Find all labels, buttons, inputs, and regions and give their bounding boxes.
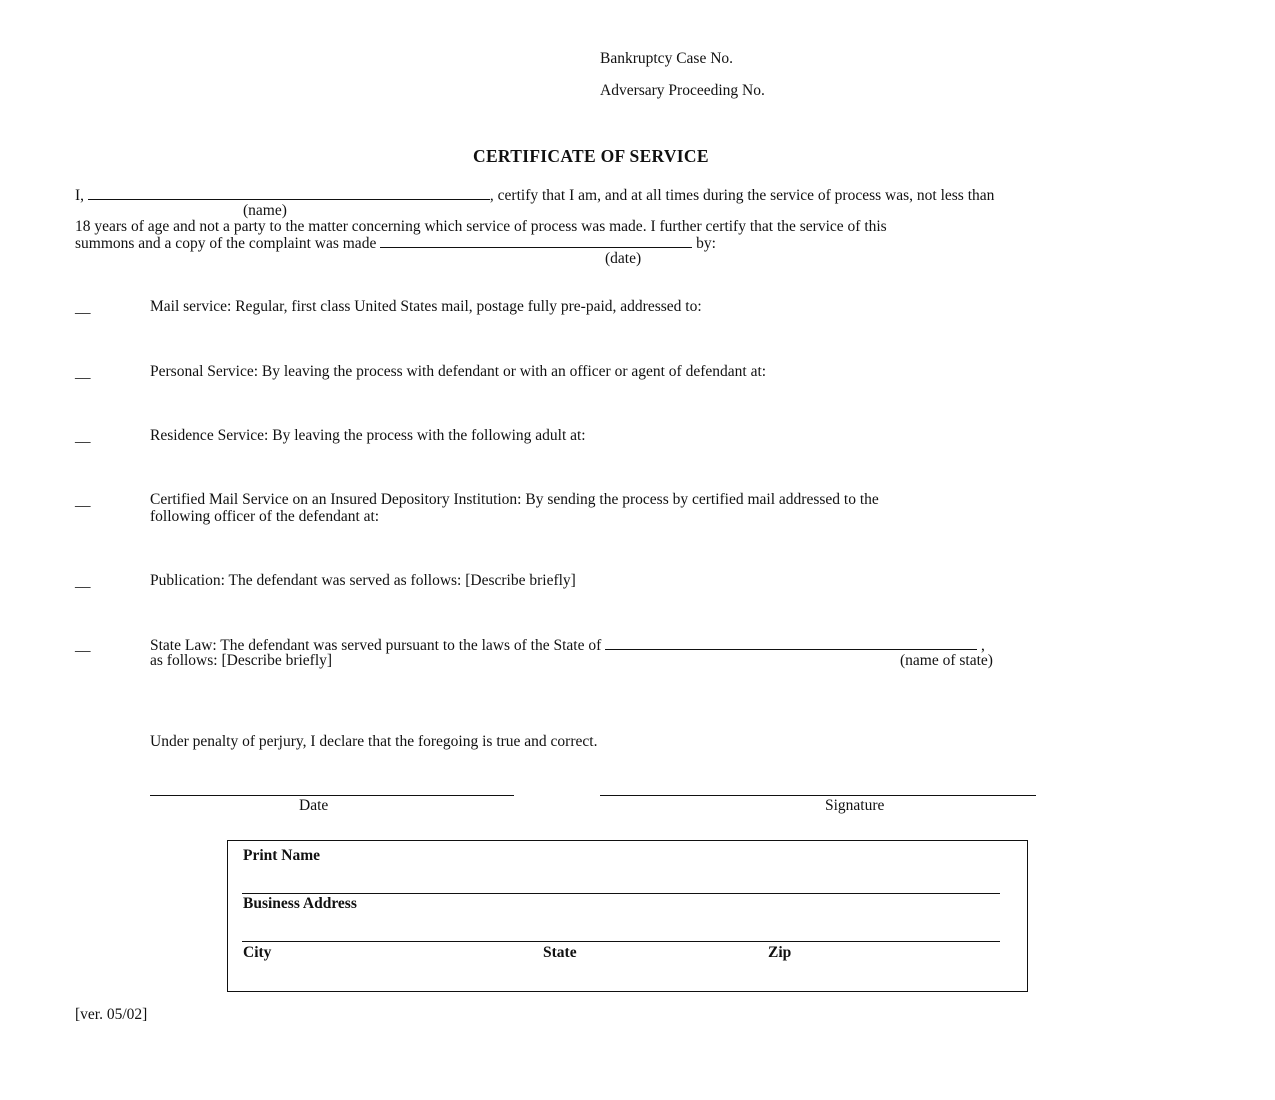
publication-text: Publication: The defendant was served as follows: [Describe briefly] [150,572,576,589]
print-name-label: Print Name [243,847,321,864]
state-law-comma: , [980,637,985,654]
name-caption: (name) [243,202,287,219]
state-law-checkbox[interactable]: __ [75,637,91,654]
business-address-line[interactable] [242,941,1000,942]
state-name-caption: (name of state) [900,652,993,669]
adversary-proceeding-label: Adversary Proceeding No. [600,82,765,99]
personal-service-text: Personal Service: By leaving the process with defendant or with an officer or agent of defendant at: [150,363,767,380]
perjury-declaration: Under penalty of perjury, I declare that the foregoing is true and correct. [150,733,598,750]
business-address-label: Business Address [243,895,357,912]
document-title: CERTIFICATE OF SERVICE [473,146,709,166]
state-law-text-line-2: as follows: [Describe briefly] [150,652,333,669]
mail-service-text: Mail service: Regular, first class United States mail, postage fully pre-paid, addressed to: [150,298,702,315]
certified-mail-text-line-2: following officer of the defendant at: [150,508,380,525]
mail-service-checkbox[interactable]: __ [75,299,91,316]
print-name-line[interactable] [242,893,1000,894]
server-info-box [227,840,1028,992]
publication-checkbox[interactable]: __ [75,573,91,590]
date-caption: (date) [605,250,642,267]
name-blank-field[interactable] [88,186,490,200]
intro-line-1 [75,186,994,204]
intro-line-1-text: , certify that I am, and at all times during the service of process was, not less than [489,187,995,204]
certified-mail-checkbox[interactable]: __ [75,492,91,509]
state-name-blank-field[interactable] [605,636,977,650]
zip-label: Zip [768,944,792,961]
version-label: [ver. 05/02] [75,1006,148,1023]
signature-label: Signature [825,797,885,814]
city-label: City [243,944,272,961]
signature-line[interactable] [600,795,1036,796]
residence-service-text: Residence Service: By leaving the process with the following adult at: [150,427,586,444]
certified-mail-text: Certified Mail Service on an Insured Depository Institution: By sending the process by certified mail addressed to the [150,491,879,508]
intro-line-2: 18 years of age and not a party to the matter concerning which service of process was made. I further certify that the service of this [75,218,887,235]
intro-line-3-by: by: [696,235,716,252]
state-label: State [543,944,577,961]
intro-line-3-text: summons and a copy of the complaint was made [75,235,377,252]
bankruptcy-case-label: Bankruptcy Case No. [600,50,734,67]
date-signature-line[interactable] [150,795,514,796]
state-law-text-main: State Law: The defendant was served pursuant to the laws of the State of [150,637,602,654]
personal-service-checkbox[interactable]: __ [75,364,91,381]
intro-i-prefix: I, [75,187,85,204]
residence-service-checkbox[interactable]: __ [75,428,91,445]
date-label: Date [299,797,329,814]
date-blank-field[interactable] [380,234,692,248]
